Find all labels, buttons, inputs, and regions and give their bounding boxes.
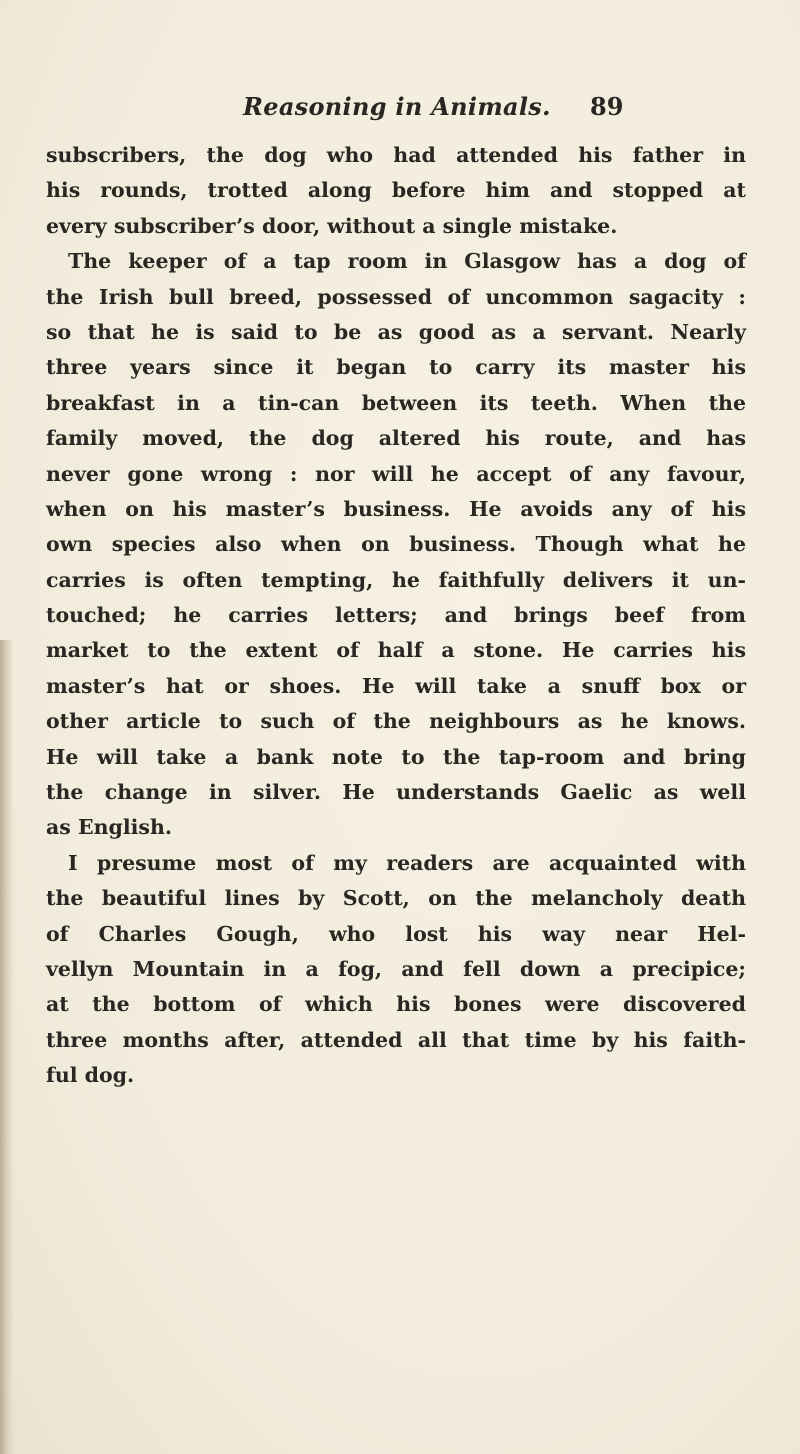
text-line: ful dog. bbox=[46, 1063, 135, 1088]
text-line: breakfast in a tin-can between its teeth. When the bbox=[46, 390, 746, 415]
text-line: the change in silver. He understands Gaelic as well bbox=[46, 780, 746, 805]
text-line: The keeper of a tap room in Glasgow has a dog of bbox=[68, 249, 746, 274]
text-line: own species also when on business. Though what he bbox=[46, 532, 746, 557]
text-line: master’s hat or shoes. He will take a snuff box or bbox=[46, 673, 746, 698]
text-line: the Irish bull breed, possessed of uncommon sagacity : bbox=[46, 284, 746, 309]
text-line: subscribers, the dog who had attended his father in bbox=[46, 143, 746, 167]
text-line: other article to such of the neighbours as he knows. bbox=[46, 709, 746, 734]
text-line: family moved, the dog altered his route, and has bbox=[46, 426, 746, 451]
page-number: 89 bbox=[590, 92, 624, 121]
text-line: so that he is said to be as good as a servant. Nearly bbox=[46, 319, 746, 344]
text-line: the beautiful lines by Scott, on the melancholy death bbox=[46, 886, 746, 911]
text-line: when on his master’s business. He avoids any of his bbox=[46, 496, 746, 521]
text-line: He will take a bank note to the tap-room and bring bbox=[46, 744, 746, 769]
text-line: of Charles Gough, who lost his way near Hel- bbox=[46, 921, 746, 946]
text-line: at the bottom of which his bones were discovered bbox=[46, 992, 746, 1017]
text-line: never gone wrong : nor will he accept of any favour, bbox=[46, 461, 746, 486]
running-title: Reasoning in Animals. bbox=[243, 92, 551, 121]
text-line: I presume most of my readers are acquainted with bbox=[68, 850, 746, 875]
text-line: market to the extent of half a stone. He carries his bbox=[46, 638, 746, 663]
text-line: three years since it began to carry its master his bbox=[46, 355, 746, 380]
text-line: vellyn Mountain in a fog, and fell down a precipice; bbox=[46, 956, 746, 981]
text-line: every subscriber’s door, without a single mistake. bbox=[46, 213, 618, 238]
text-line: his rounds, trotted along before him and stopped at bbox=[46, 178, 746, 203]
text-line: touched; he carries letters; and brings beef from bbox=[46, 603, 746, 628]
text-line: as English. bbox=[46, 815, 172, 840]
body-text bbox=[46, 138, 746, 1094]
text-line: carries is often tempting, he faithfully delivers it un- bbox=[46, 567, 746, 592]
running-head bbox=[40, 92, 760, 132]
page-binding-shadow bbox=[0, 640, 14, 1454]
text-line: three months after, attended all that time by his faith- bbox=[46, 1027, 746, 1052]
